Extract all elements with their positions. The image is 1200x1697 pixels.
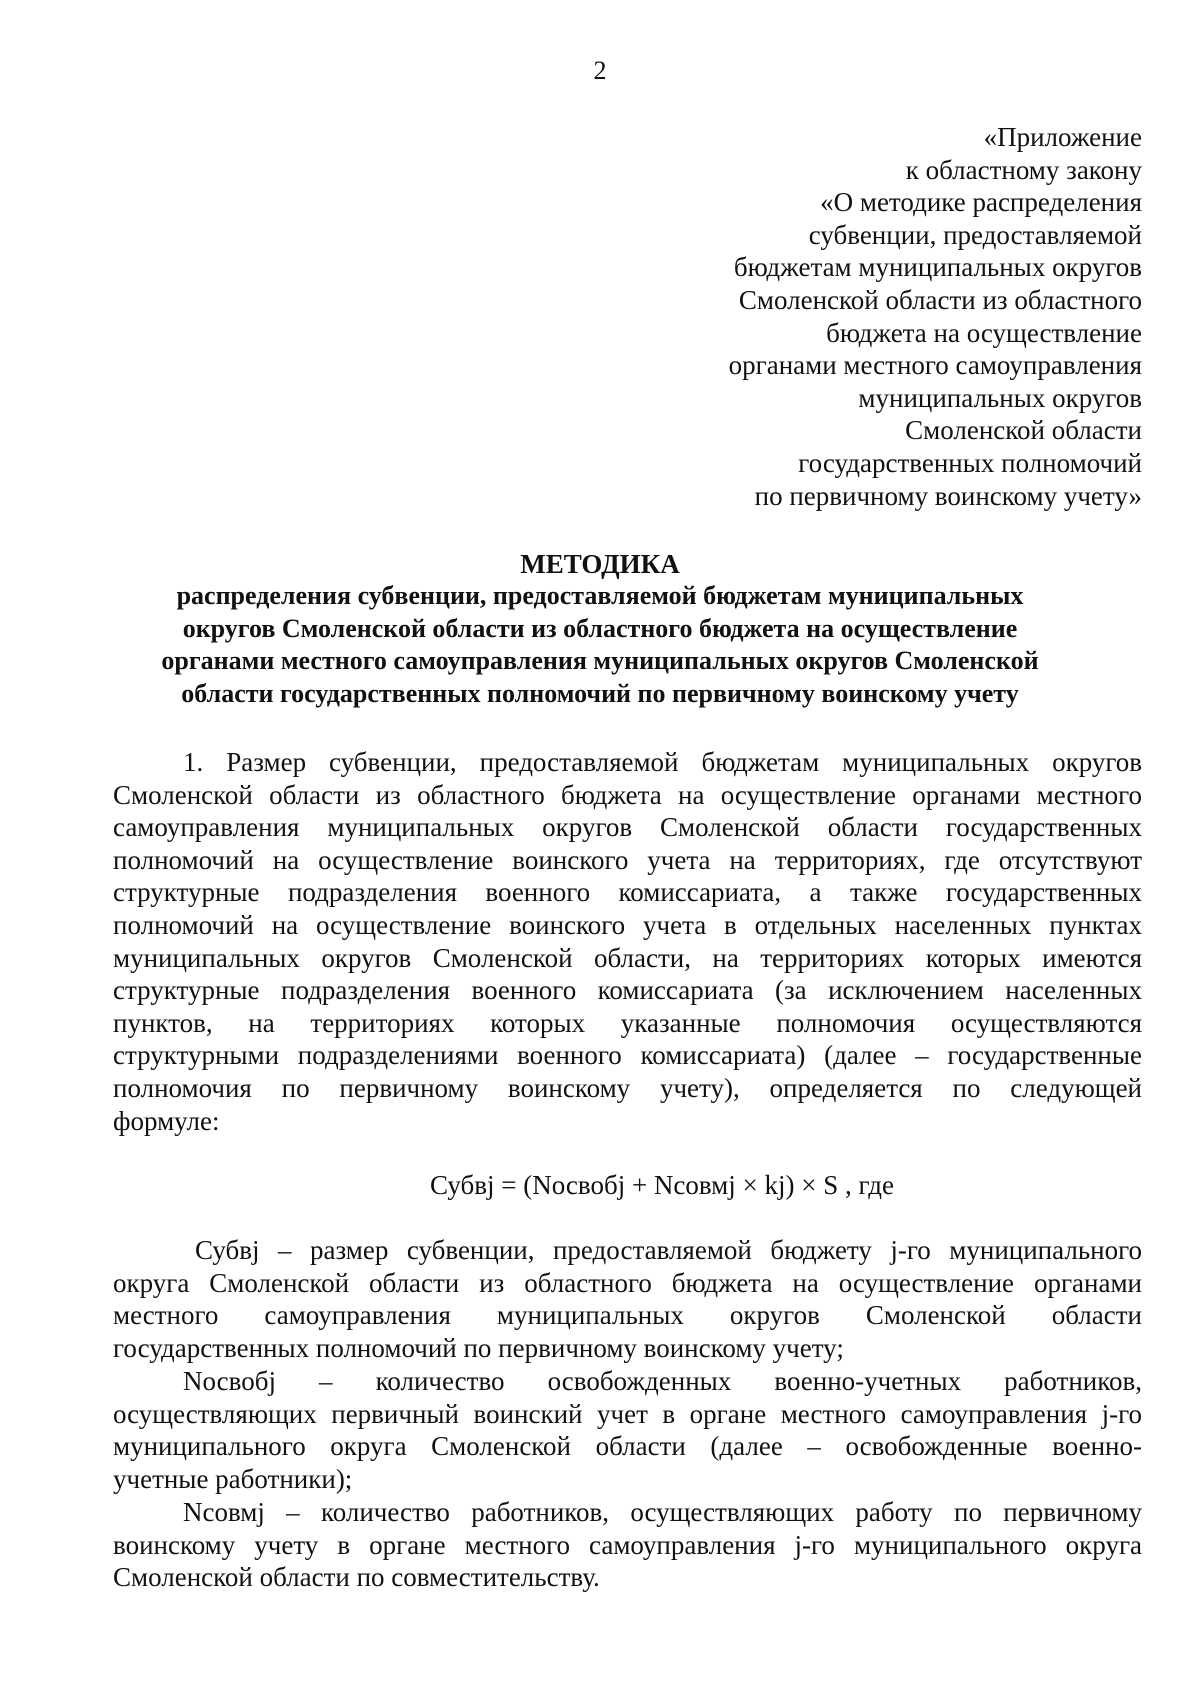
page-number: 2 (593, 56, 607, 85)
appendix-line: бюджетам муниципальных округов (733, 252, 1142, 283)
definition-line: учетные работники); (113, 1463, 353, 1494)
paragraph-1 (113, 746, 1142, 1137)
paragraph-line: Смоленской области из областного бюджета на осуществление органами местного (113, 779, 1142, 810)
definition-line: воинскому учету в органе местного самоуправления j-го муниципального округа (113, 1529, 1142, 1560)
definition-line: государственных полномочий по первичному воинскому учету; (113, 1332, 844, 1363)
subtitle-line: округов Смоленской области из областного бюджета на осуществление (182, 613, 1018, 643)
paragraph-line: полномочий на осуществление воинского учета на территориях, где отсутствуют (113, 844, 1142, 875)
appendix-line: «Приложение (983, 122, 1142, 152)
paragraph-line: пунктов, на территориях которых указанные полномочия осуществляются (113, 1007, 1142, 1038)
paragraph-line: полномочий на осуществление воинского учета в отдельных населенных пунктах (113, 909, 1142, 940)
definition-nsovm (113, 1496, 1142, 1594)
definition-line: муниципального округа Смоленской области (далее – освобожденные военно- (113, 1431, 1142, 1462)
definition-line: местного самоуправления муниципальных округов Смоленской области (113, 1300, 1142, 1331)
paragraph-line: структурные подразделения военного комиссариата, а также государственных (113, 877, 1142, 908)
definition-line: Nсовмj – количество работников, осуществляющих работу по первичному (183, 1497, 1142, 1527)
appendix-line: Смоленской области (905, 415, 1142, 446)
definition-line: осуществляющих первичный воинский учет в органе местного самоуправления j-го (113, 1398, 1142, 1429)
formula: Субвj = (Nосвобj + Nсовмj × kj) × S , где (430, 1170, 894, 1200)
subtitle-line: распределения субвенции, предоставляемой бюджетам муниципальных (176, 581, 1024, 610)
definition-line: округа Смоленской области из областного бюджета на осуществление органами (113, 1267, 1142, 1298)
appendix-line: государственных полномочий (798, 447, 1142, 478)
paragraph-line: полномочия по первичному воинскому учету), определяется по следующей (113, 1072, 1142, 1103)
appendix-line: по первичному воинскому учету» (754, 480, 1142, 511)
document-subtitle (120, 580, 1080, 711)
appendix-line: «О методике распределения (820, 187, 1142, 218)
definition-line: Смоленской области по совместительству. (113, 1562, 600, 1593)
appendix-header (729, 121, 1142, 512)
definition-subv (113, 1234, 1142, 1364)
paragraph-line: структурными подразделениями военного комиссариата) (далее – государственные (113, 1040, 1142, 1071)
paragraph-line: 1. Размер субвенции, предоставляемой бюджетам муниципальных округов (183, 747, 1142, 777)
subtitle-line: органами местного самоуправления муниципальных округов Смоленской (161, 646, 1039, 676)
appendix-line: бюджета на осуществление (826, 317, 1142, 348)
appendix-line: муниципальных округов (858, 382, 1142, 413)
appendix-line: органами местного самоуправления (728, 350, 1142, 381)
appendix-line: субвенции, предоставляемой (808, 219, 1142, 250)
paragraph-line: самоуправления муниципальных округов Смоленской области государственных (113, 812, 1142, 843)
appendix-line: к областному закону (905, 154, 1142, 185)
paragraph-line: структурные подразделения военного комиссариата (за исключением населенных (113, 975, 1142, 1006)
subtitle-line: области государственных полномочий по первичному воинскому учету (181, 679, 1019, 709)
definition-nosvob (113, 1365, 1142, 1495)
document-title: МЕТОДИКА (520, 549, 680, 579)
appendix-line: Смоленской области из областного (738, 284, 1142, 315)
paragraph-line: муниципальных округов Смоленской области, на территориях которых имеются (113, 942, 1142, 973)
definition-line: Nосвобj – количество освобожденных военно-учетных работников, (183, 1366, 1142, 1396)
paragraph-line: формуле: (113, 1105, 220, 1136)
definition-line: Субвj – размер субвенции, предоставляемой бюджету j-го муниципального (195, 1235, 1142, 1265)
